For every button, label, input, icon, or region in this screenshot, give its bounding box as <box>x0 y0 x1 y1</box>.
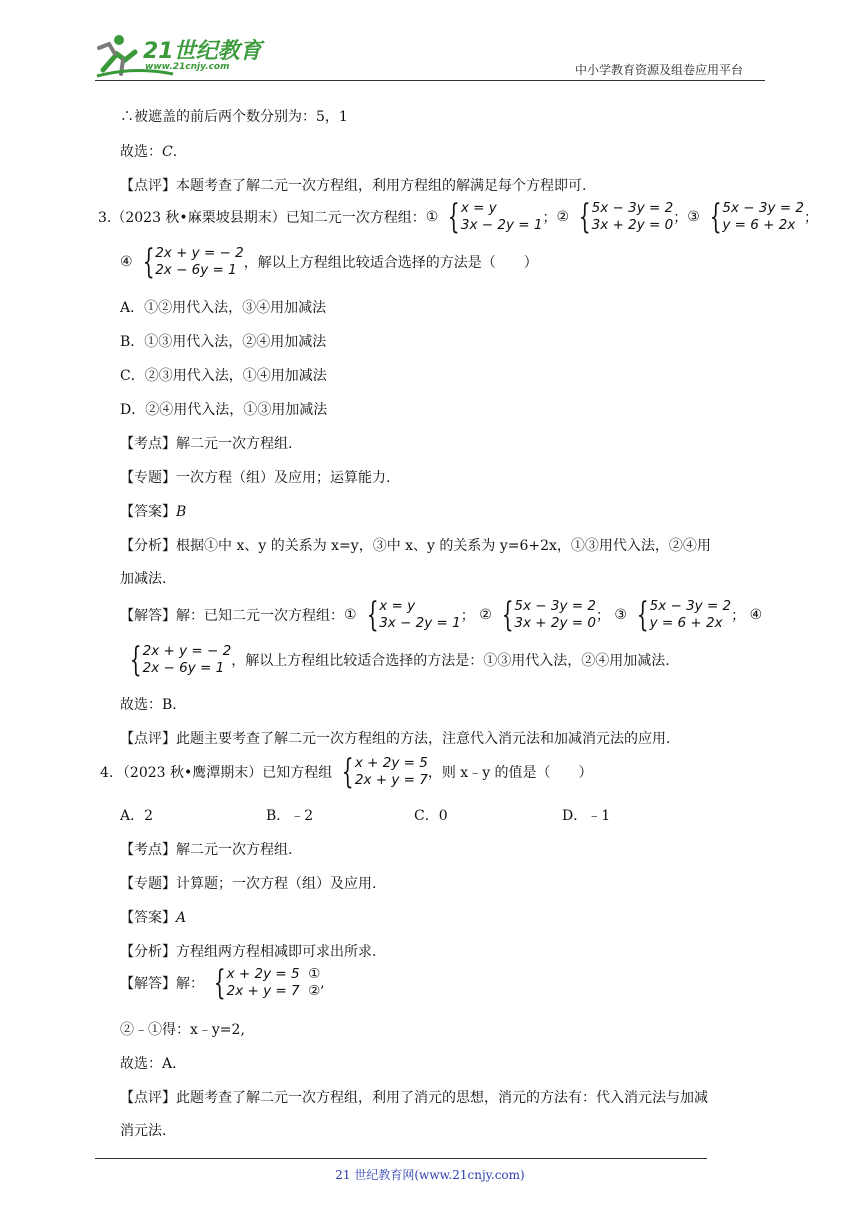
separator: ； <box>542 210 557 226</box>
eq-row: 3x + 2y = 0 <box>591 217 674 233</box>
q4-guxuan: 故选：A. <box>120 1056 177 1072</box>
q4-kaodian: 【考点】解二元一次方程组. <box>120 842 293 858</box>
q4-stem <box>100 751 593 792</box>
q4-fenxi: 【分析】方程组两方程相减即可求出所求. <box>120 944 377 960</box>
comma: , <box>320 975 325 991</box>
answer-label: 【答案】 <box>120 910 176 926</box>
q3-circle-4: ④ <box>120 254 133 270</box>
q3-stem-question: ，解以上方程组比较适合选择的方法是（ ） <box>243 255 538 271</box>
q4-option-d: D．﹣1 <box>562 808 611 824</box>
q3-fenxi-2: 加减法. <box>120 571 167 587</box>
q4-dianping-1: 【点评】此题考查了解二元一次方程组，利用了消元的思想，消元的方法有：代入消元法与加减 <box>120 1090 708 1106</box>
q3-jieda-line2 <box>120 639 670 680</box>
circle-2: ② <box>479 607 492 623</box>
q3-stem <box>98 196 818 237</box>
q4-jieda-text: 【解答】解： <box>120 976 204 992</box>
logo-title: 21世纪教育 <box>143 39 262 64</box>
platform-name: 中小学教育资源及组卷应用平台 <box>575 63 744 77</box>
q3-jieda-system-1: { x = y 3x − 2y = 1 <box>366 594 461 635</box>
prev-conclusion: ∴被遮盖的前后两个数分别为：5，1 <box>120 109 348 125</box>
q3-system-4: { 2x + y = − 2 2x − 6y = 1 <box>142 241 244 282</box>
q3-option-b: B．①③用代入法，②④用加减法 <box>120 334 327 350</box>
q3-jieda-system-3: { 5x − 3y = 2 y = 6 + 2x <box>636 594 732 635</box>
eq-row: 2x − 6y = 1 <box>142 660 225 676</box>
eq-row: 2x − 6y = 1 <box>155 262 237 278</box>
q3-fenxi-1: 【分析】根据①中 x、y 的关系为 x=y，③中 x、y 的关系为 y=6+2x，①③用代入法，②④用 <box>120 538 711 554</box>
eq-row: y = 6 + 2x <box>722 217 796 233</box>
logo-url: www.21cnjy.com <box>145 62 230 72</box>
q3-option-a: A．①②用代入法，③④用加减法 <box>120 300 327 316</box>
separator: ； <box>595 608 610 624</box>
eq-row: 2x + y = − 2 <box>142 643 232 659</box>
eq-row: 5x − 3y = 2 <box>649 598 732 614</box>
eq-row: 2x + y = − 2 <box>155 245 244 261</box>
q3-system-1: { x = y 3x − 2y = 1 <box>448 196 543 237</box>
q4-option-c: C．0 <box>414 808 448 824</box>
header-divider <box>95 80 765 81</box>
footer-text: 21 世纪教育网(www.21cnjy.com) <box>335 1168 525 1182</box>
eq-row: 2x + y = 7 <box>226 983 300 999</box>
q3-jieda-system-2: { 5x − 3y = 2 3x + 2y = 0 <box>501 594 596 635</box>
prev-comment: 【点评】本题考查了解二元一次方程组，利用方程组的解满足每个方程即可. <box>120 178 587 194</box>
circle-1: ① <box>308 966 321 982</box>
prev-choice <box>120 141 177 161</box>
q4-step: ②﹣①得：x﹣y=2, <box>120 1022 245 1038</box>
circle-2: ② <box>308 983 321 999</box>
q4-dianping-2: 消元法. <box>120 1123 167 1139</box>
prev-choice-value: C <box>162 144 173 160</box>
q4-jieda-system: { x + 2y = 5 ① 2x + y = 7 ② <box>213 962 321 1003</box>
eq-row: 3x + 2y = 0 <box>514 615 596 631</box>
q4-option-b: B．﹣2 <box>266 808 314 824</box>
prev-choice-dot: . <box>172 144 178 160</box>
q4-system: { x + 2y = 5 2x + y = 7 <box>341 751 428 792</box>
q3-dianping: 【点评】此题主要考查了解二元一次方程组的方法，注意代入消元法和加减消元法的应用. <box>120 731 671 747</box>
eq-row: x = y <box>460 200 497 216</box>
q3-kaodian: 【考点】解二元一次方程组. <box>120 436 293 452</box>
circle-1: ① <box>344 607 357 623</box>
eq-row: y = 6 + 2x <box>649 615 723 631</box>
separator: ； <box>731 608 746 624</box>
q3-jieda-system-4: { 2x + y = − 2 2x − 6y = 1 <box>129 639 232 680</box>
eq-row: 3x − 2y = 1 <box>460 217 543 233</box>
q3-jieda-conclusion: ，解以上方程组比较适合选择的方法是：①③用代入法，②④用加减法. <box>231 653 670 669</box>
footer-divider <box>95 1158 707 1159</box>
circle-3: ③ <box>614 607 627 623</box>
q4-jieda <box>120 962 325 1003</box>
q3-circle-2: ② <box>556 209 570 225</box>
q3-zhuanti: 【专题】一次方程（组）及应用；运算能力. <box>120 470 391 486</box>
answer-label: 【答案】 <box>120 504 176 520</box>
q4-option-a: A．2 <box>120 808 154 824</box>
q4-answer <box>120 907 186 927</box>
circle-4: ④ <box>749 607 763 623</box>
eq-row: x = y <box>379 598 416 614</box>
eq-row: 5x − 3y = 2 <box>514 598 596 614</box>
eq-row: 3x − 2y = 1 <box>379 615 461 631</box>
q3-jieda-text: 【解答】解：已知二元一次方程组： <box>120 608 344 624</box>
eq-row: 5x − 3y = 2 <box>591 200 674 216</box>
q3-system-3: { 5x − 3y = 2 y = 6 + 2x <box>709 196 804 237</box>
q3-guxuan: 故选：B. <box>120 697 177 713</box>
q4-zhuanti: 【专题】计算题；一次方程（组）及应用. <box>120 876 377 892</box>
q4-stem-text: 4．（2023 秋•鹰潭期末）已知方程组 <box>100 765 333 781</box>
q3-option-d: D．②④用代入法，①③用加减法 <box>120 402 328 418</box>
separator: ； <box>673 210 688 226</box>
logo <box>95 30 265 82</box>
q3-jieda <box>120 594 763 635</box>
separator: ； <box>460 608 475 624</box>
eq-row: 2x + y = 7 <box>354 772 428 788</box>
eq-row: x + 2y = 5 <box>226 966 300 982</box>
eq-row: 5x − 3y = 2 <box>722 200 804 216</box>
q4-stem-question: ，则 x﹣y 的值是（ ） <box>427 765 593 781</box>
q3-option-c: C．②③用代入法，①④用加减法 <box>120 368 327 384</box>
eq-row: x + 2y = 5 <box>354 755 428 771</box>
separator: ； <box>803 210 818 226</box>
q3-stem-line2 <box>120 241 538 282</box>
answer-value: A <box>176 910 187 926</box>
q3-stem-text: 3.（2023 秋•麻栗坡县期末）已知二元一次方程组： <box>98 210 426 226</box>
q3-system-2: { 5x − 3y = 2 3x + 2y = 0 <box>578 196 674 237</box>
q3-circle-1: ① <box>425 209 439 225</box>
answer-value: B <box>176 504 187 520</box>
q3-answer <box>120 501 186 521</box>
q3-circle-3: ③ <box>687 209 700 225</box>
prev-choice-label: 故选： <box>120 144 162 160</box>
